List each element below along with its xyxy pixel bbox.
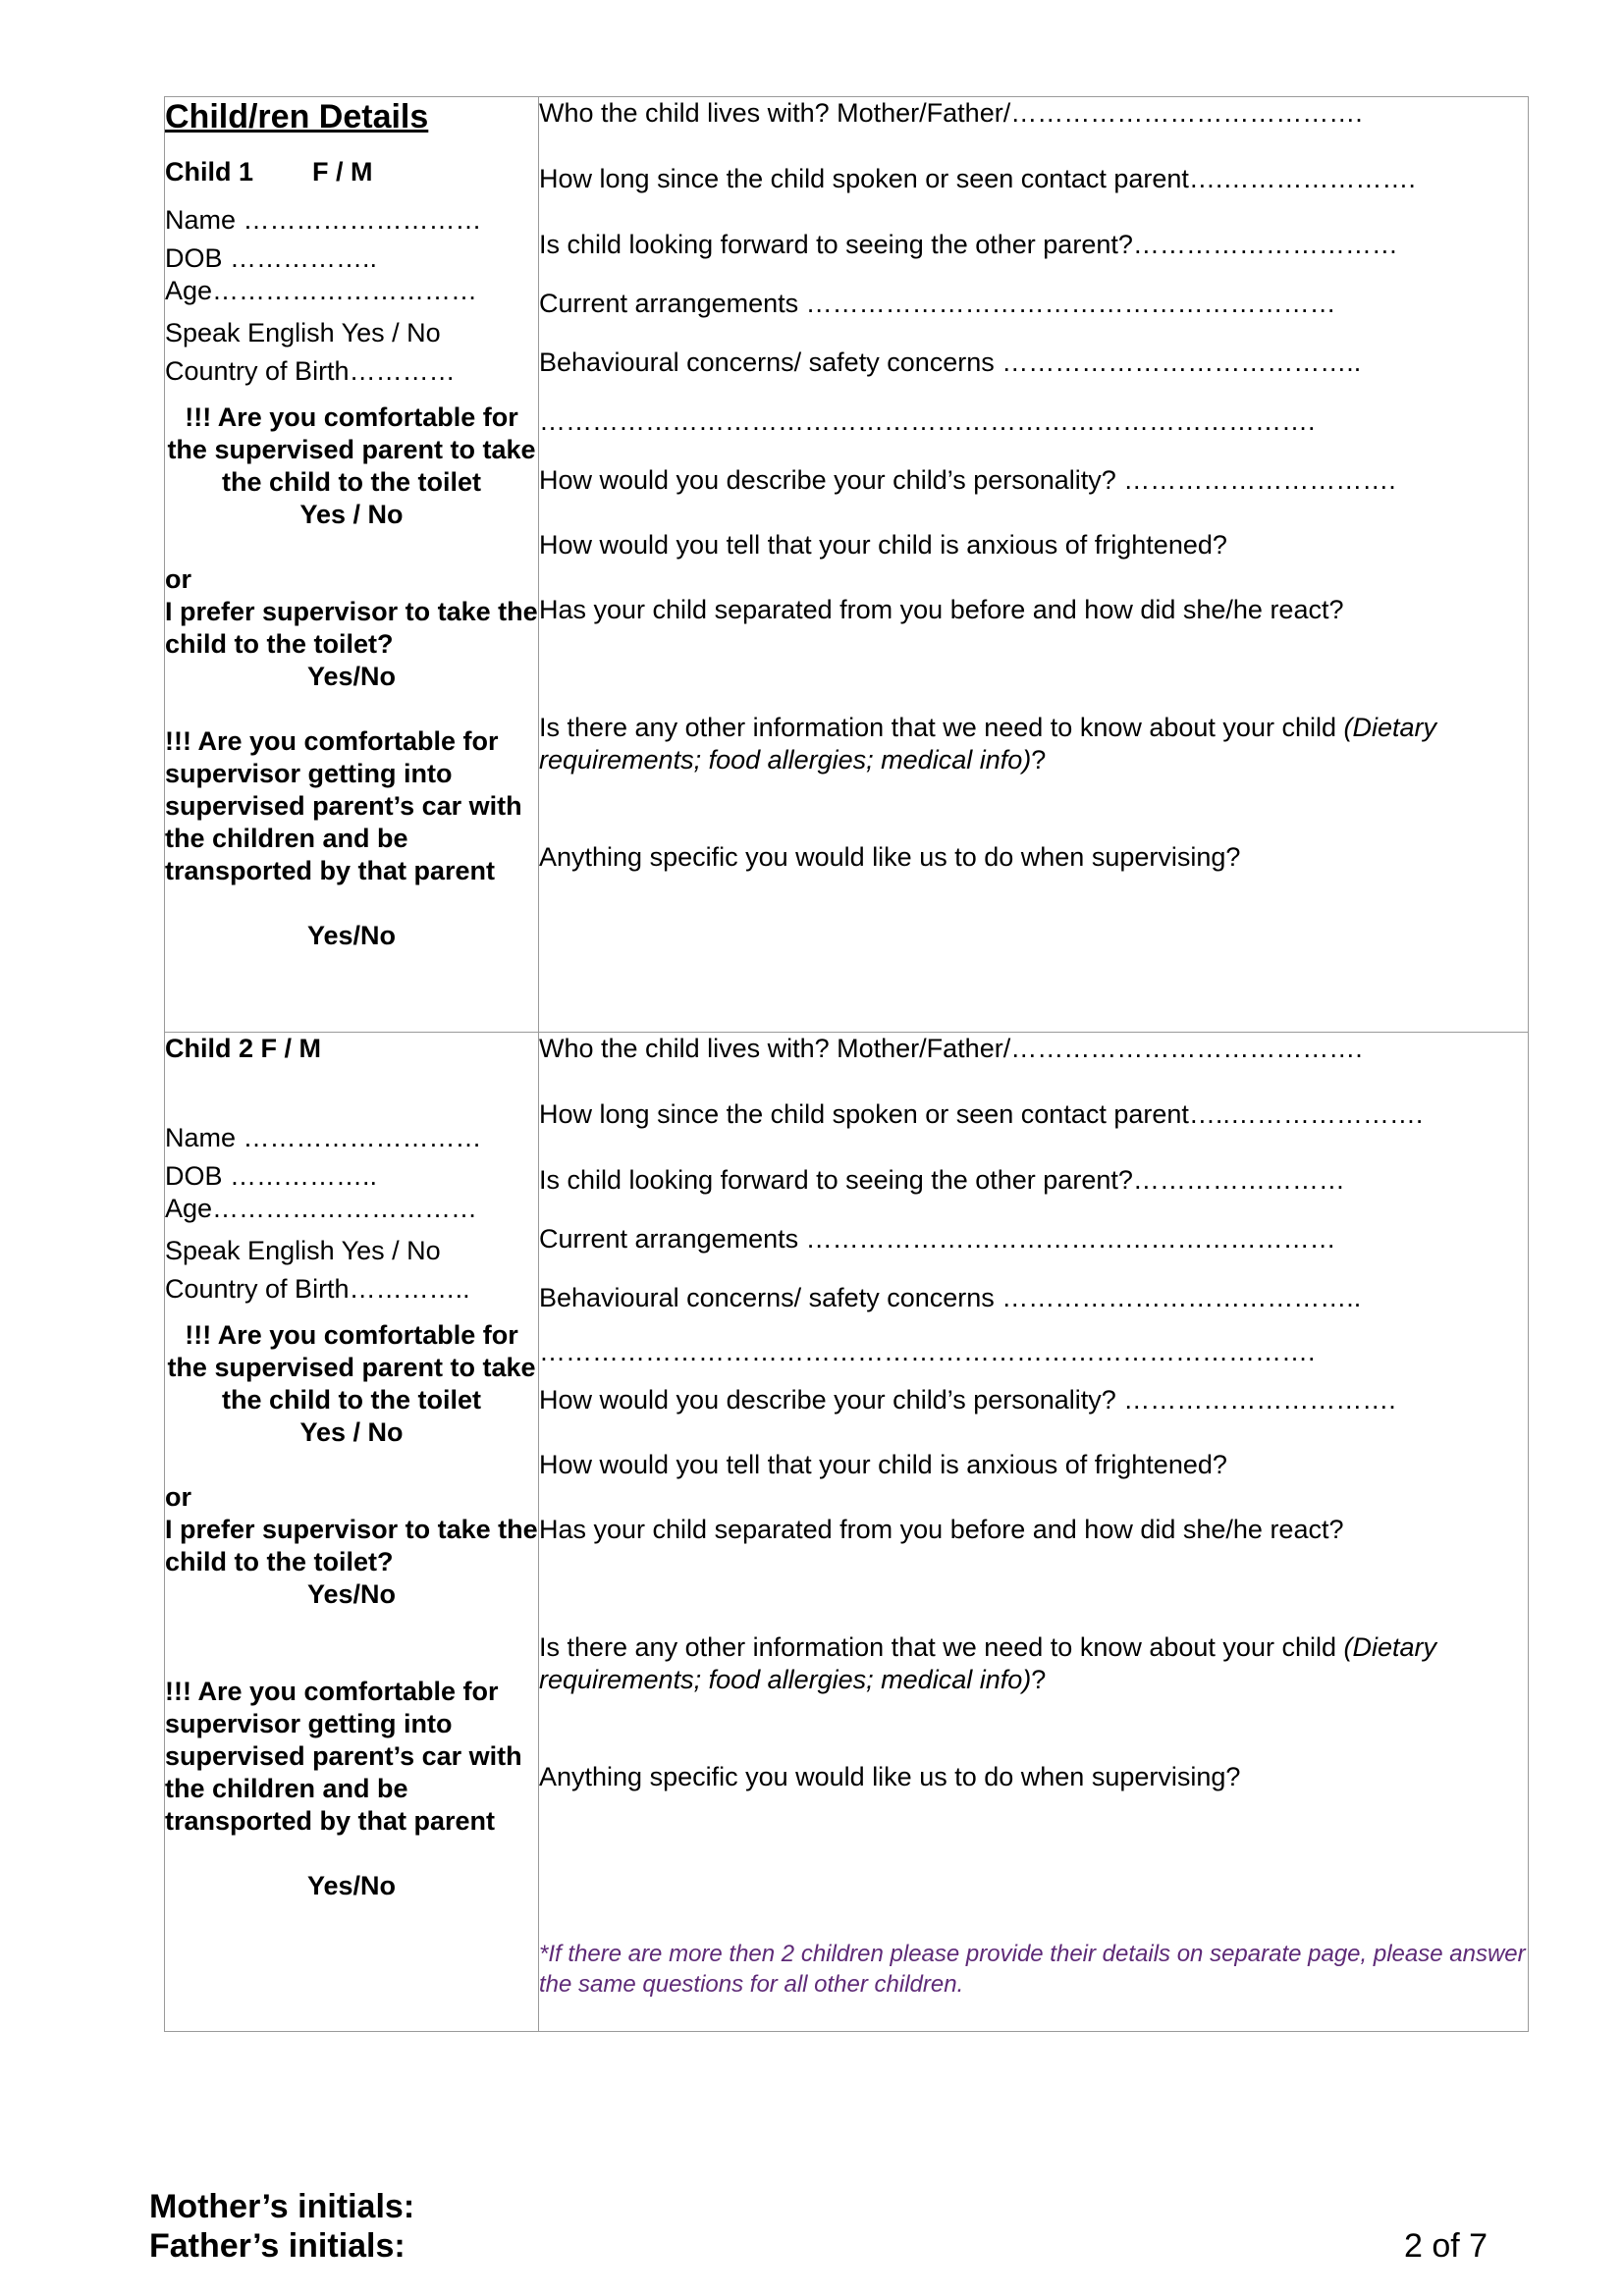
child2-toilet-yes-no[interactable]: Yes / No [299,1417,404,1447]
child1-q-arrangements[interactable]: Current arrangements …………………………………………………… [539,289,1336,318]
child2-q-other-text: Is there any other information that we need to know about your child [539,1632,1344,1662]
child2-q-personality[interactable]: How would you describe your child’s personality? …………………………. [539,1385,1396,1415]
child2-q-behaviour[interactable]: Behavioural concerns/ safety concerns ………………………………….. [539,1283,1362,1312]
child1-q-other-italic: (Dietary requirements; food allergies; medical info) [539,713,1436,774]
child1-car-yes-no[interactable]: Yes/No [306,921,397,950]
child1-name-field[interactable]: Name ……………………… [165,205,482,235]
child2-or: or [165,1482,191,1512]
children-details-table [164,96,1529,2032]
child1-dob-field[interactable]: DOB …………….. [165,243,378,273]
child2-q-lives-with[interactable]: Who the child lives with? Mother/Father/…………………………………. [539,1034,1363,1063]
child1-questions-cell [539,97,1529,1033]
child1-heading [165,156,538,188]
child1-or: or [165,564,191,594]
child1-english-field[interactable]: Speak English Yes / No [165,318,441,347]
child2-q-other-info[interactable] [539,1631,1528,1696]
child2-questions-cell [539,1033,1529,2032]
child1-q-anxious[interactable]: How would you tell that your child is anxious of frightened? [539,530,1227,560]
child2-dob-field[interactable]: DOB …………….. [165,1161,378,1191]
child1-q-other-end: ? [1031,745,1047,774]
footer-initials [149,2187,414,2266]
child2-q-other-italic: (Dietary requirements; food allergies; medical info) [539,1632,1436,1694]
child1-toilet-question: !!! Are you comfortable for the supervised parent to take the child to the toilet [167,402,536,497]
child1-q-separated[interactable]: Has your child separated from you before and how did she/he react? [539,595,1344,624]
child2-toilet-question: !!! Are you comfortable for the supervised parent to take the child to the toilet [167,1320,536,1415]
child1-details-cell [165,97,539,1033]
child1-age-field[interactable]: Age………………………… [165,276,478,305]
more-children-note: *If there are more then 2 children please provide their details on separate page, please answer the same questions for all other children. [539,1941,1526,1998]
child1-label: Child 1 [165,157,254,187]
child2-q-since-contact[interactable]: How long since the child spoken or seen contact parent…..…………………. [539,1099,1424,1129]
child2-q-looking-forward[interactable]: Is child looking forward to seeing the other parent?…………………… [539,1165,1345,1195]
child2-q-anxious[interactable]: How would you tell that your child is anxious of frightened? [539,1450,1227,1479]
child2-heading: Child 2 F / M [165,1034,321,1063]
child1-q-since-contact[interactable]: How long since the child spoken or seen contact parent….…………………. [539,164,1416,193]
child1-sex: F / M [312,157,373,187]
page-number: 2 of 7 [1404,2227,1488,2265]
child2-prefer-yes-no[interactable]: Yes/No [306,1579,397,1609]
child1-row [165,97,1529,1033]
father-initials-label[interactable]: Father’s initials: [149,2227,406,2265]
child1-country-field[interactable]: Country of Birth………… [165,356,456,386]
child1-prefer-yes-no[interactable]: Yes/No [306,662,397,691]
child1-car-question: !!! Are you comfortable for supervisor getting into supervised parent’s car with the children and be transported by that parent [165,726,522,885]
child2-row [165,1033,1529,2032]
section-title: Child/ren Details [165,98,429,135]
child2-car-question: !!! Are you comfortable for supervisor getting into supervised parent’s car with the children and be transported by that parent [165,1677,522,1836]
child1-prefer-question: I prefer supervisor to take the child to the toilet? [165,597,538,659]
child2-age-field[interactable]: Age………………………… [165,1194,478,1223]
child1-q-looking-forward[interactable]: Is child looking forward to seeing the other parent?………………………… [539,230,1398,259]
child1-q-specific[interactable]: Anything specific you would like us to do when supervising? [539,842,1241,872]
mother-initials-label[interactable]: Mother’s initials: [149,2188,415,2225]
child2-car-yes-no[interactable]: Yes/No [306,1871,397,1900]
child1-q-personality[interactable]: How would you describe your child’s personality? …………………………. [539,465,1396,495]
child2-english-field[interactable]: Speak English Yes / No [165,1236,441,1265]
child2-q-separated[interactable]: Has your child separated from you before and how did she/he react? [539,1515,1344,1544]
child2-name-field[interactable]: Name ……………………… [165,1123,482,1152]
child2-details-cell [165,1033,539,2032]
child1-dotted-line[interactable]: ……………………………………………………………………………. [539,406,1316,436]
child1-toilet-yes-no[interactable]: Yes / No [299,500,404,529]
child2-prefer-question: I prefer supervisor to take the child to the toilet? [165,1515,538,1576]
child1-q-behaviour[interactable]: Behavioural concerns/ safety concerns ………………………………….. [539,347,1362,377]
child1-q-other-text: Is there any other information that we need to know about your child [539,713,1344,742]
child1-q-lives-with[interactable]: Who the child lives with? Mother/Father/…………………………………. [539,98,1363,128]
child2-dotted-line[interactable]: ……………………………………………………………………………. [539,1337,1316,1366]
child2-q-arrangements[interactable]: Current arrangements …………………………………………………… [539,1224,1336,1254]
child1-q-other-info[interactable] [539,712,1528,776]
child2-q-specific[interactable]: Anything specific you would like us to do when supervising? [539,1762,1241,1791]
child2-q-other-end: ? [1031,1665,1047,1694]
child2-country-field[interactable]: Country of Birth………….. [165,1274,470,1304]
